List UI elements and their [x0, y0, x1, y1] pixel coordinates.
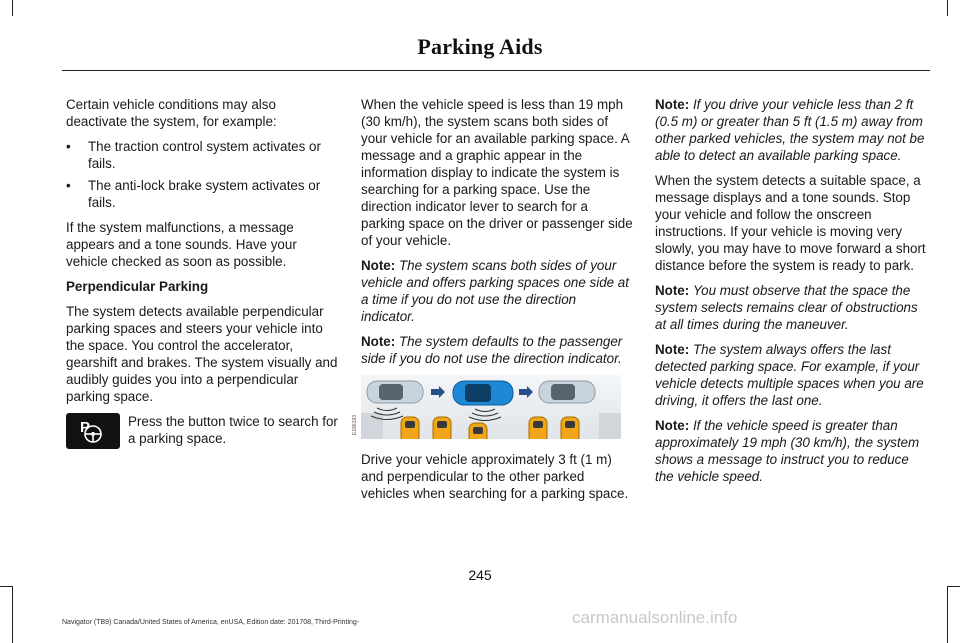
- malfunction-paragraph: If the system malfunctions, a message appears and a tone sounds. Have your vehicle checked as soon as possible.: [66, 220, 297, 269]
- button-instruction-text: Press the button twice to search for a parking space.: [128, 414, 338, 446]
- conditions-list: [66, 138, 338, 211]
- silver-car-right: [539, 381, 595, 403]
- note: [655, 282, 927, 333]
- section-heading: Perpendicular Parking: [66, 279, 209, 294]
- crop-mark: [947, 586, 948, 643]
- column-2: [352, 96, 633, 510]
- note: [655, 341, 927, 409]
- header-rule: [62, 70, 930, 71]
- watermark: carmanualsonline.info: [572, 608, 738, 627]
- crop-mark: [947, 0, 948, 16]
- note-label: Note:: [655, 97, 690, 112]
- page-number: 245: [468, 567, 492, 583]
- note-label: Note:: [655, 418, 690, 433]
- note-text: The system defaults to the passenger side if you do not use the direction indicator.: [361, 334, 623, 366]
- drive-paragraph: Drive your vehicle approximately 3 ft (1 m) and perpendicular to the other parked vehicles when searching for a parking space.: [361, 452, 629, 501]
- note-label: Note:: [361, 334, 396, 349]
- button-instruction: [66, 413, 338, 449]
- note: [655, 96, 927, 164]
- perpendicular-paragraph: The system detects available perpendicular parking spaces and steers your vehicle into the space. You control the accelerator, gearshift and brakes. The system visually and audibly guides you into a perpendicular parking space.: [66, 304, 338, 404]
- note-text: You must observe that the space the system selects remains clear of obstructions at all times during the maneuver.: [655, 283, 918, 332]
- intro-paragraph: Certain vehicle conditions may also deactivate the system, for example:: [66, 97, 277, 129]
- blue-car-center: [453, 381, 513, 405]
- note-text: If the vehicle speed is greater than approximately 19 mph (30 km/h), the system shows a message to instruct you to reduce the vehicle speed.: [655, 418, 920, 484]
- column-1: [66, 96, 338, 449]
- parking-illustration: [352, 375, 621, 439]
- note-label: Note:: [361, 258, 396, 273]
- note: [361, 257, 633, 325]
- list-item: • The anti-lock brake system activates or fails.: [66, 177, 338, 211]
- crop-mark: [12, 0, 13, 16]
- scan-paragraph: When the vehicle speed is less than 19 mph (30 km/h), the system scans both sides of your vehicle for an available parking space. A message and a graphic appear in the information display to indicate the system is searching for a parking space. Use the direction indicator lever to search for a parking space on the driver or passenger side of your vehicle.: [361, 97, 633, 248]
- crop-mark: [12, 586, 13, 643]
- note-text: The system scans both sides of your vehicle and offers parking spaces one side at a time if you do not use the direction indicator.: [361, 258, 629, 324]
- note-label: Note:: [655, 342, 690, 357]
- page-title: Parking Aids: [417, 34, 543, 59]
- edition-footer: Navigator (TB9) Canada/United States of America, enUSA, Edition date: 201708, Third-Printing-: [62, 619, 360, 626]
- note-label: Note:: [655, 283, 690, 298]
- note-text: The system always offers the last detected parking space. For example, if your vehicle detects multiple spaces when you are driving, it offers the last one.: [655, 342, 924, 408]
- list-item: • The traction control system activates or fails.: [66, 138, 338, 172]
- detect-paragraph: When the system detects a suitable space, a message displays and a tone sounds. Stop your vehicle and follow the onscreen instructions. If your vehicle is moving very slowly, you may have to move forward a short distance before the system is ready to park.: [655, 173, 926, 273]
- note: [655, 417, 927, 485]
- parking-assist-icon: [66, 413, 120, 449]
- note: [361, 333, 633, 367]
- crop-mark: [948, 586, 960, 587]
- silver-car-left: [367, 381, 423, 403]
- note-text: If you drive your vehicle less than 2 ft (0.5 m) or greater than 5 ft (1.5 m) away from other parked vehicles, the system may not be able to detect an available parking space.: [655, 97, 925, 163]
- crop-mark: [0, 586, 12, 587]
- figure-code: E186193: [352, 414, 358, 435]
- svg-text:P: P: [80, 419, 91, 436]
- column-3: [655, 96, 927, 493]
